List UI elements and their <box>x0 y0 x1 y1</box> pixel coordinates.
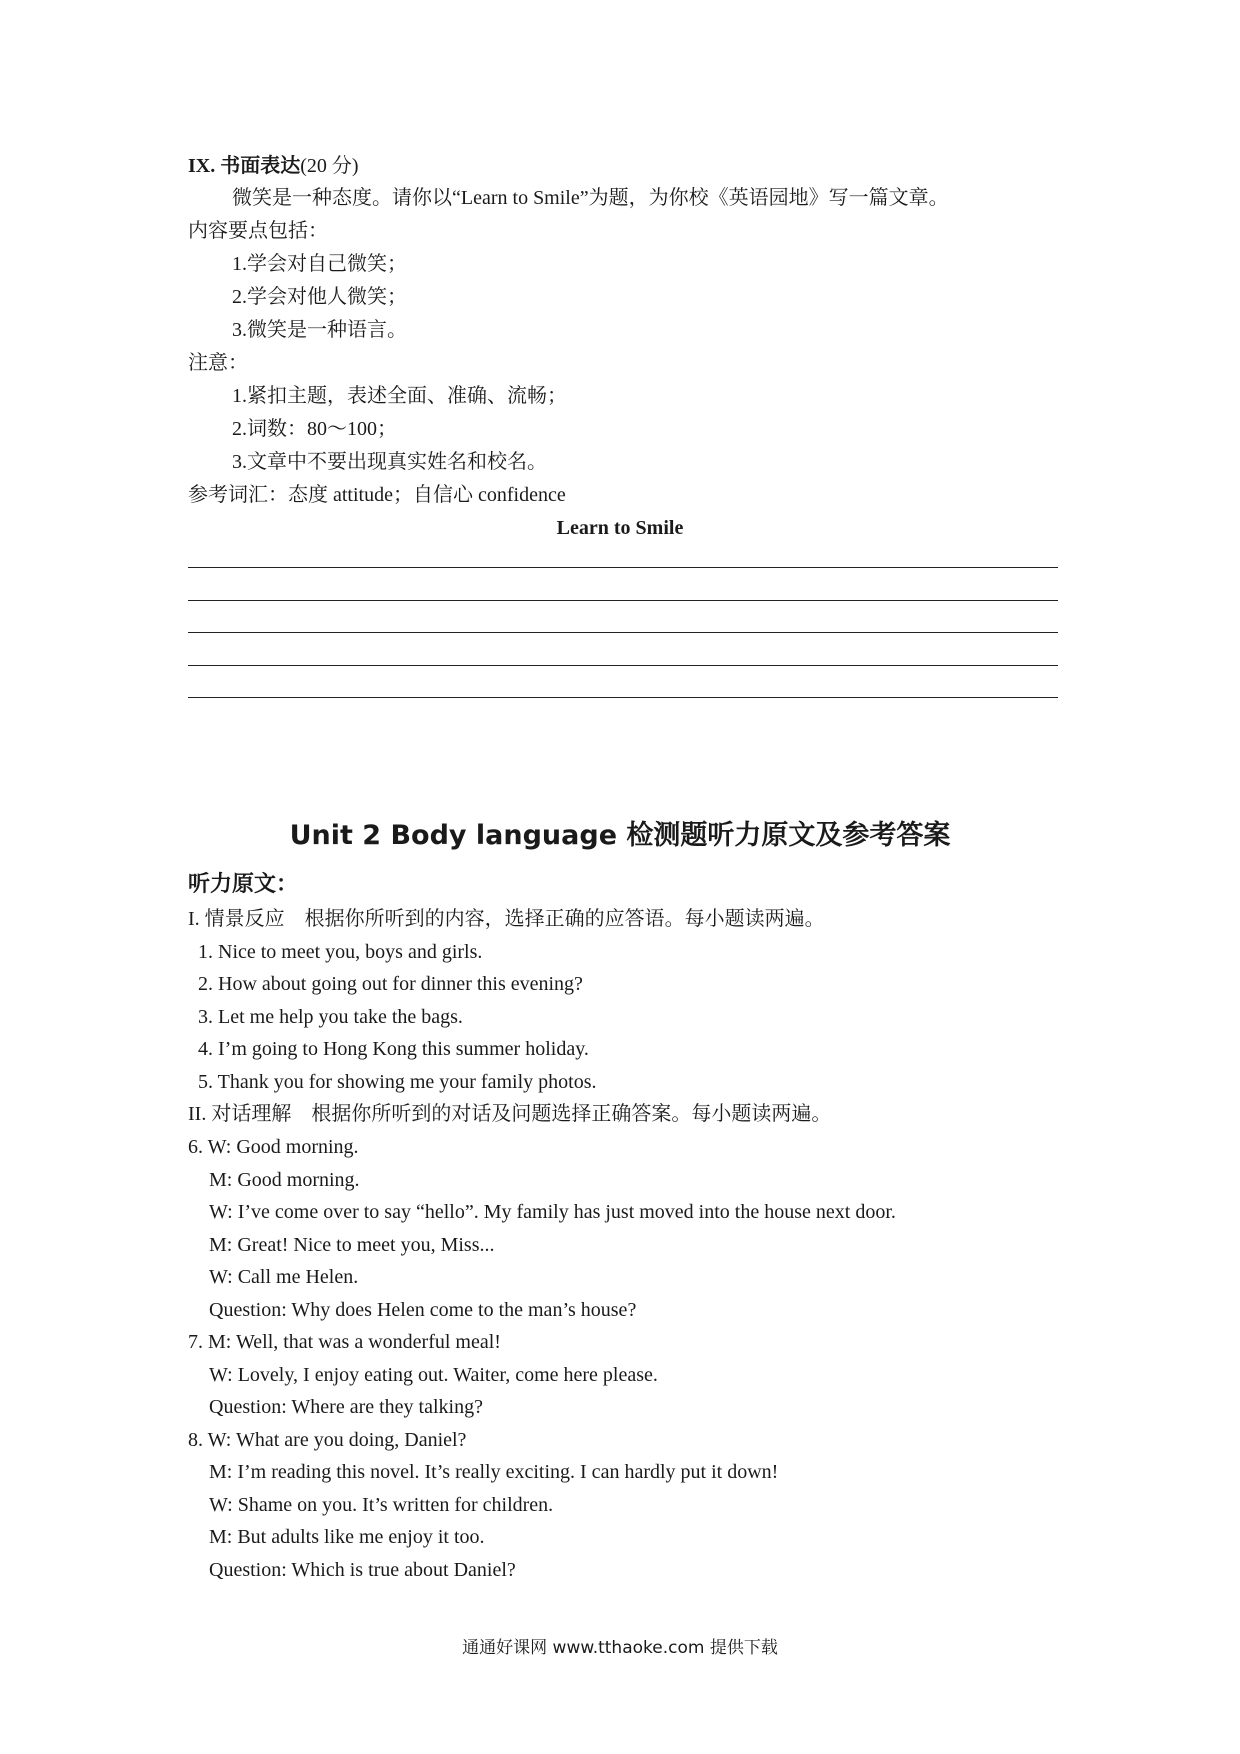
content-point: 3.微笑是一种语言。 <box>232 319 407 341</box>
part1-item: 2. How about going out for dinner this evening? <box>198 973 583 995</box>
note-item: 3.文章中不要出现真实姓名和校名。 <box>232 451 547 473</box>
writing-section-title <box>188 152 359 180</box>
writing-line <box>188 567 1058 568</box>
dialogue-line: W: I’ve come over to say “hello”. My family has just moved into the house next door. <box>209 1201 896 1223</box>
notes-label: 注意： <box>188 352 248 374</box>
dialogue-line: M: Good morning. <box>209 1169 360 1191</box>
dialogue-line: 7. M: Well, that was a wonderful meal! <box>188 1331 501 1353</box>
dialogue-line: M: I’m reading this novel. It’s really exciting. I can hardly put it down! <box>209 1461 779 1483</box>
content-point: 2.学会对他人微笑； <box>232 286 407 308</box>
dialogue-question: Question: Why does Helen come to the man’s house? <box>209 1299 637 1321</box>
listening-heading: 听力原文： <box>188 872 299 897</box>
writing-line <box>188 665 1058 666</box>
part1-instruction: I. 情景反应 根据你所听到的内容，选择正确的应答语。每小题读两遍。 <box>188 908 825 930</box>
content-point: 1.学会对自己微笑； <box>232 253 407 275</box>
content-label: 内容要点包括： <box>188 220 328 242</box>
note-item: 1.紧扣主题，表述全面、准确、流畅； <box>232 385 567 407</box>
writing-line <box>188 632 1058 633</box>
part1-item: 5. Thank you for showing me your family photos. <box>198 1071 597 1093</box>
dialogue-question: Question: Where are they talking? <box>209 1396 483 1418</box>
writing-points: (20 分) <box>300 155 359 177</box>
part1-item: 1. Nice to meet you, boys and girls. <box>198 941 483 963</box>
vocab-hint: 参考词汇：态度 attitude；自信心 confidence <box>188 484 566 506</box>
part1-item: 3. Let me help you take the bags. <box>198 1006 463 1028</box>
dialogue-line: W: Shame on you. It’s written for children. <box>209 1494 554 1516</box>
dialogue-line: W: Call me Helen. <box>209 1266 359 1288</box>
writing-prompt: 微笑是一种态度。请你以“Learn to Smile”为题，为你校《英语园地》写一篇文章。 <box>232 187 949 209</box>
unit-title: Unit 2 Body language 检测题听力原文及参考答案 <box>289 820 951 851</box>
essay-title: Learn to Smile <box>556 517 684 539</box>
dialogue-line: M: Great! Nice to meet you, Miss... <box>209 1234 495 1256</box>
writing-heading: IX. 书面表达 <box>188 155 301 177</box>
part1-item: 4. I’m going to Hong Kong this summer holiday. <box>198 1038 589 1060</box>
dialogue-line: M: But adults like me enjoy it too. <box>209 1526 485 1548</box>
writing-line <box>188 697 1058 698</box>
dialogue-line: W: Lovely, I enjoy eating out. Waiter, come here please. <box>209 1364 658 1386</box>
dialogue-line: 8. W: What are you doing, Daniel? <box>188 1429 467 1451</box>
page-footer: 通通好课网 www.tthaoke.com 提供下载 <box>462 1638 778 1658</box>
part2-instruction: II. 对话理解 根据你所听到的对话及问题选择正确答案。每小题读两遍。 <box>188 1103 832 1125</box>
dialogue-question: Question: Which is true about Daniel? <box>209 1559 516 1581</box>
note-item: 2.词数：80～100； <box>232 418 397 440</box>
writing-line <box>188 600 1058 601</box>
dialogue-line: 6. W: Good morning. <box>188 1136 359 1158</box>
